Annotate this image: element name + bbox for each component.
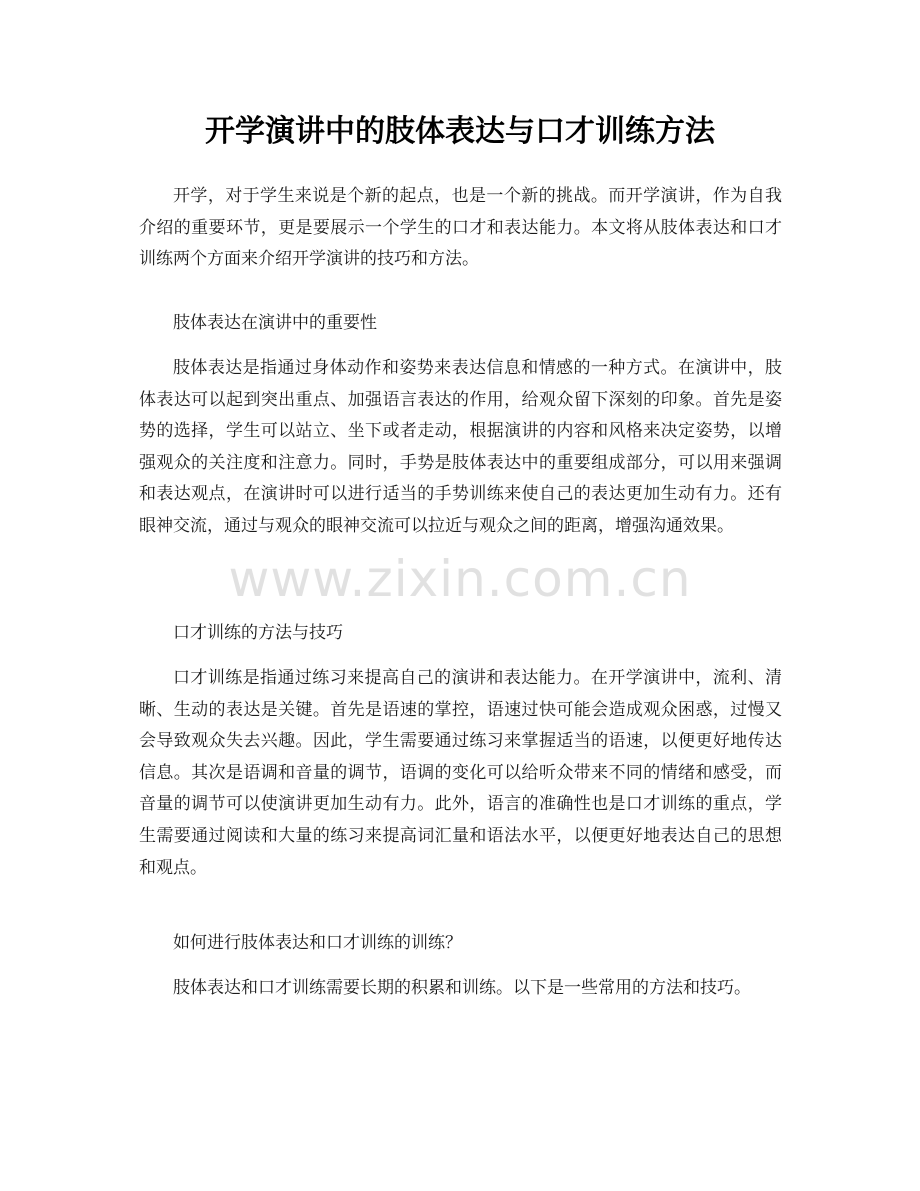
- paragraph-speech-training: 口才训练是指通过练习来提高自己的演讲和表达能力。在开学演讲中，流利、清晰、生动的表达是关键。首先是语速的掌控，语速过快可能会造成观众困惑，过慢又会导致观众失去兴趣。因此，学生需要通过练习来掌握适当的语速，以便更好地传达信息。其次是语调和音量的调节，语调的变化可以给听众带来不同的情绪和感受，而音量的调节可以使演讲更加生动有力。此外，语言的准确性也是口才训练的重点，学生需要通过阅读和大量的练习来提高词汇量和语法水平，以便更好地表达自己的思想和观点。: [139, 668, 782, 878]
- section-heading-speech-training: 口才训练的方法与技巧: [173, 623, 343, 643]
- intro-paragraph: 开学，对于学生来说是个新的起点，也是一个新的挑战。而开学演讲，作为自我介绍的重要环节，更是要展示一个学生的口才和表达能力。本文将从肢体表达和口才训练两个方面来介绍开学演讲的技巧和方法。: [139, 186, 782, 270]
- section-heading-body-language: 肢体表达在演讲中的重要性: [173, 313, 377, 333]
- paragraph-how-to-train: 肢体表达和口才训练需要长期的积累和训练。以下是一些常用的方法和技巧。: [173, 978, 751, 998]
- paragraph-body-language: 肢体表达是指通过身体动作和姿势来表达信息和情感的一种方式。在演讲中，肢体表达可以起到突出重点、加强语言表达的作用，给观众留下深刻的印象。首先是姿势的选择，学生可以站立、坐下或者走动，根据演讲的内容和风格来决定姿势，以增强观众的关注度和注意力。同时，手势是肢体表达中的重要组成部分，可以用来强调和表达观点，在演讲时可以进行适当的手势训练来使自己的表达更加生动有力。还有眼神交流，通过与观众的眼神交流可以拉近与观众之间的距离，增强沟通效果。: [139, 358, 782, 536]
- document-title: 开学演讲中的肢体表达与口才训练方法: [205, 114, 715, 149]
- watermark-text: www.zixin.com.cn: [228, 550, 692, 608]
- section-heading-how-to-train: 如何进行肢体表达和口才训练的训练？: [173, 933, 462, 953]
